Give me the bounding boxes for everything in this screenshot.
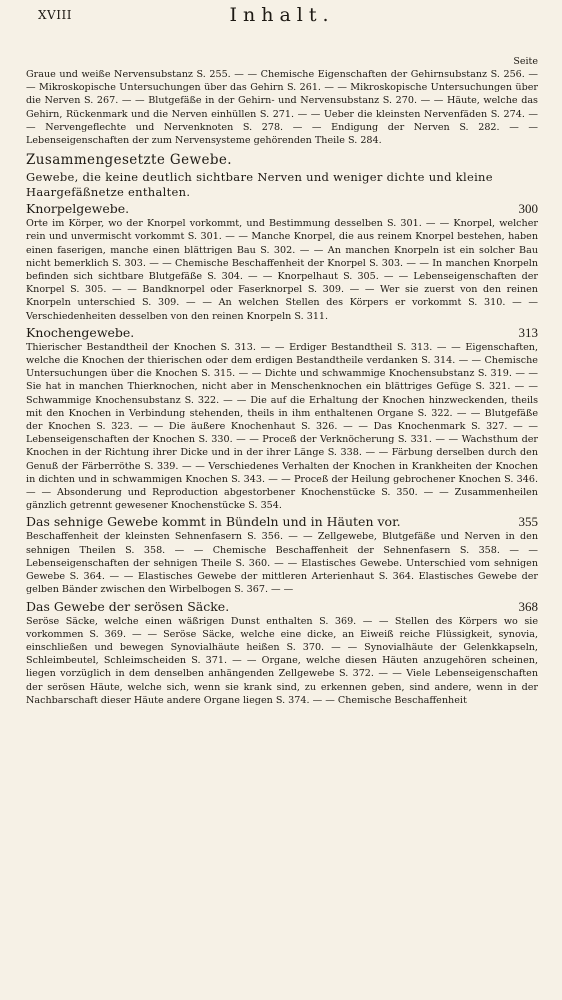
toc-section-title: Das Gewebe der serösen Säcke. <box>26 598 230 614</box>
running-title: Inhalt. <box>229 4 335 26</box>
toc-section-page: 355 <box>518 514 538 530</box>
section-title: Zusammengesetzte Gewebe. <box>26 152 232 169</box>
toc-section <box>26 325 538 513</box>
toc-section-text: Orte im Körper, wo der Knorpel vorkommt, und Bestimmung desselben S. 301. — — Knorpel, welcher rein und unvermischt vorkommt S. 301. — — Manche Knorpel, die aus reinem Knorpel bestehen, haben einen faserigen, manche einen blättrigen Bau S. 302. — — An manchen Knorpeln ist ein solcher Bau nicht bemerklich S. 303. — — Chemische Beschaffenheit der Knorpel S. 303. — — In manchen Knorpeln befinden sich sichtbare Blutgefäße S. 304. — — Knorpelhaut S. 305. — — Lebenseigenschaften der Knorpel S. 305. — — Bandknorpel oder Faserknorpel S. 309. — — Wer sie zuerst von den reinen Knorpeln unterschied S. 309. — — An welchen Stellen des Körpers er vorkommt S. 310. — — Verschiedenheiten desselben von den reinen Knorpeln S. 311. <box>26 218 538 322</box>
toc-section-text: Thierischer Bestandtheil der Knochen S. 313. — — Erdiger Bestandtheil S. 313. — — Eigenschaften, welche die Knochen der thierischen oder dem erdigen Bestandtheile verdanken S. 314. — — Chemische Untersuchungen über die Knochen S. 315. — — Dichte und schwammige Knochensubstanz S. 319. — — Sie hat in manchen Thierknochen, nicht aber in Menschenknochen ein blättriges Gefüge S. 321. — — Schwammige Knochensubstanz S. 322. — — Die auf die Erhaltung der Knochen hinzweckenden, theils mit den Knochen in Verbindung stehenden, theils in ihm enthaltenen Organe S. 322. — — Blutgefäße der Knochen S. 323. — — Die äußere Knochenhaut S. 326. — — Das Knochenmark S. 327. — — Lebenseigenschaften der Knochen S. 330. — — Proceß der Verknöcherung S. 331. — — Wachsthum der Knochen in der Richtung ihrer Dicke und in der ihrer Länge S. 338. — — Färbung derselben durch den Genuß der Färberröthe S. 339. — — Verschiedenes Verhalten der Knochen in Krankheiten der Knochen in dichten und in schwammigen Knochen S. 343. — — Proceß der Heilung gebrochener Knochen S. 346. — — Absonderung und Reproduction abgestorbener Knochenstücke S. 350. — — Zusammenheilen gänzlich getrennt gewesener Knochenstücke S. 354. <box>26 341 538 512</box>
group-title: Gewebe, die keine deutlich sichtbare Nerven und weniger dichte und kleine Haargefäßnetze enthalten. <box>26 170 493 199</box>
toc-section-text: Seröse Säcke, welche einen wäßrigen Dunst enthalten S. 369. — — Stellen des Körpers wo sie vorkommen S. 369. — — Seröse Säcke, welche eine dicke, an Eiweiß reiche Flüssigkeit, synovia, einschließen und bewegen Synovialhäute heißen S. 370. — — Synovialhäute der Gelenkkapseln, Schleimbeutel, Schleimscheiden S. 371. — — Organe, welche diesen Häuten anzugehören scheinen, liegen vorzüglich in dem denselben anhängenden Zellgewebe S. 372. — — Viele Lebenseigenschaften der serösen Häute, welche sich, wenn sie krank sind, zu erkennen geben, sind andere, wenn in der Nachbarschaft dieser Häute andere Organe liegen S. 374. — — Chemische Beschaffenheit <box>26 615 538 706</box>
toc-section-text: Beschaffenheit der kleinsten Sehnenfasern S. 356. — — Zellgewebe, Blutgefäße und Nerven in den sehnigen Theilen S. 358. — — Chemische Beschaffenheit der Sehnenfasern S. 358. — — Lebenseigenschaften der sehnigen Theile S. 360. — — Elastisches Gewebe. Unterschied vom sehnigen Gewebe S. 364. — — Elastisches Gewebe der mittleren Arterienhaut S. 364. Elastisches Gewebe der gelben Bänder zwischen den Wirbelbogen S. 367. — — <box>26 531 538 596</box>
toc-section-page: 368 <box>518 598 538 614</box>
intro-entry: Graue und weiße Nervensubstanz S. 255. — — Chemische Eigenschaften der Gehirnsubstanz S. 256. — — Mikroskopische Untersuchungen über das Gehirn S. 261. — — Mikroskopische Untersuchungen über die Nerven S. 267. — — Blutgefäße in der Gehirn- und Nervensubstanz S. 270. — — Häute, welche das Gehirn, Rückenmark und die Nerven einhüllen S. 271. — — Ueber die kleinsten Nervenfäden S. 274. — — Nervengeflechte und Nervenknoten S. 278. — — Endigung der Nerven S. 282. — — Lebenseigenschaften der zum Nervensysteme gehörenden Theile S. 284. <box>26 69 538 147</box>
toc-section <box>26 599 538 707</box>
toc-section-title: Das sehnige Gewebe kommt in Bündeln und in Häuten vor. <box>26 514 401 530</box>
page-number: XVIII <box>38 8 72 22</box>
running-header <box>26 0 538 36</box>
toc-section-title: Knochengewebe. <box>26 324 135 340</box>
toc-section <box>26 514 538 596</box>
column-label: Seite <box>513 56 538 67</box>
toc-section-page: 300 <box>518 201 538 217</box>
toc-section <box>26 201 538 323</box>
toc-section-title: Knorpelgewebe. <box>26 201 130 217</box>
toc-section-page: 313 <box>518 324 538 340</box>
